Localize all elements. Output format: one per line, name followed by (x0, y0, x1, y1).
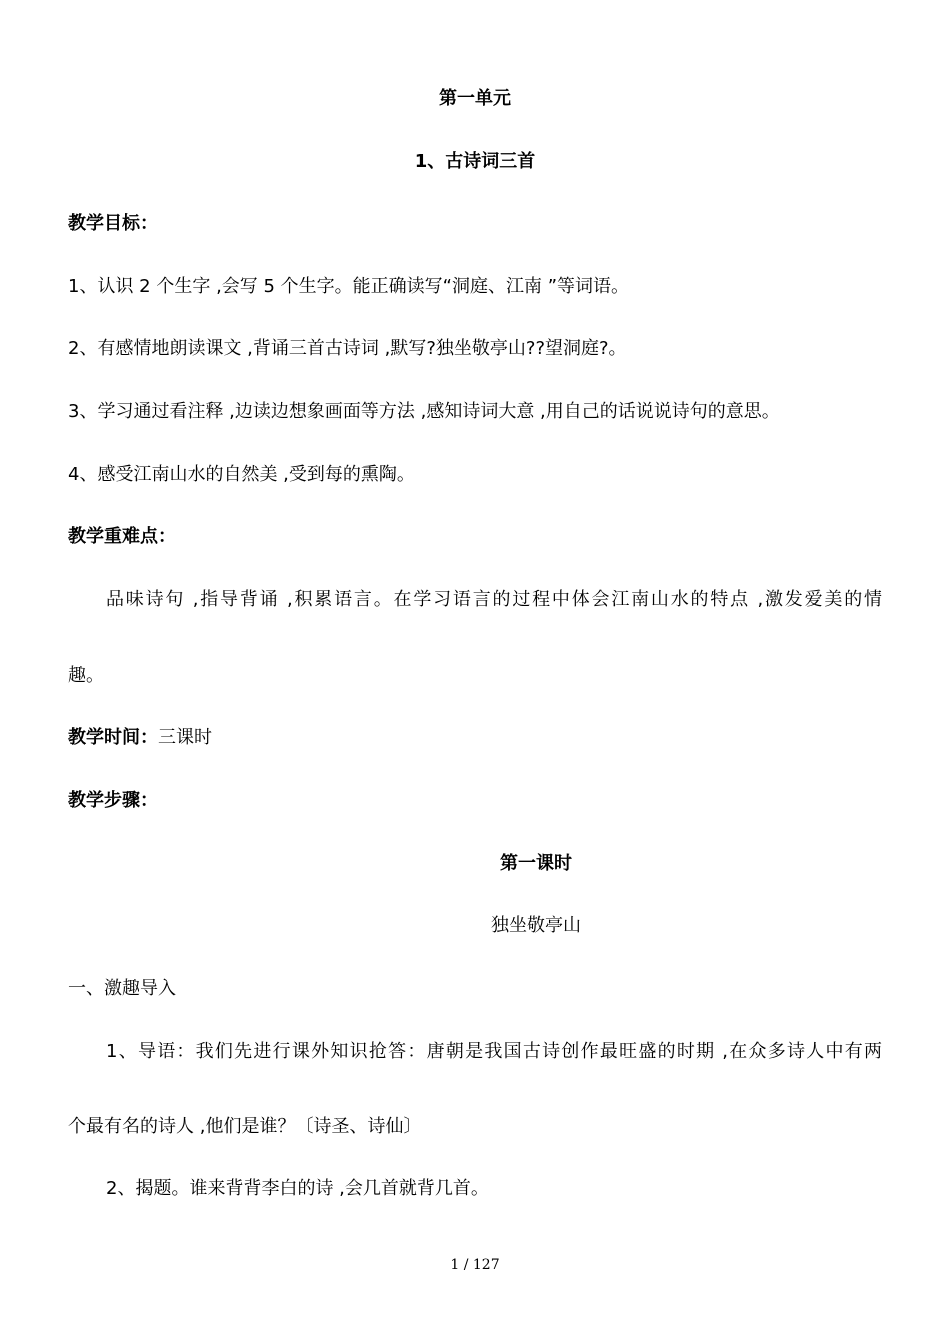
section-1-item-1-line-2: 个最有名的诗人 ,他们是谁？〔诗圣、诗仙〕 (68, 1116, 422, 1137)
key-points-heading: 教学重难点： (68, 526, 176, 547)
steps-heading: 教学步骤： (68, 790, 158, 811)
teaching-time (68, 726, 882, 750)
teaching-time-label: 教学时间： (68, 727, 158, 748)
objective-item-2: 2、有感情地朗读课文 ,背诵三首古诗词 ,默写?独坐敬亭山??望洞庭?。 (68, 338, 627, 359)
period-title: 第一课时 (500, 853, 572, 874)
unit-title: 第一单元 (439, 88, 511, 109)
key-points-line-2: 趣。 (68, 665, 104, 686)
objective-item-1: 1、认识 2 个生字 ,会写 5 个生字。能正确读写“洞庭、江南 ”等词语。 (68, 276, 630, 297)
section-1-heading: 一、激趣导入 (68, 978, 176, 999)
section-1-item-1-line-1: 1、导语：我们先进行课外知识抢答：唐朝是我国古诗创作最旺盛的时期 ,在众多诗人中有两 (106, 1041, 882, 1062)
teaching-time-value: 三课时 (158, 727, 212, 748)
section-1-item-2: 2、揭题。谁来背背李白的诗 ,会几首就背几首。 (106, 1178, 489, 1199)
objectives-heading: 教学目标： (68, 213, 158, 234)
objective-item-4: 4、感受江南山水的自然美 ,受到每的熏陶。 (68, 464, 415, 485)
objective-item-3: 3、学习通过看注释 ,边读边想象画面等方法 ,感知诗词大意 ,用自己的话说说诗句的意思。 (68, 401, 780, 422)
page-number: 1 / 127 (450, 1257, 500, 1273)
key-points-line-1: 品味诗句 ,指导背诵 ,积累语言。在学习语言的过程中体会江南山水的特点 ,激发爱美的情 (106, 589, 882, 610)
poem-title: 独坐敬亭山 (491, 915, 581, 936)
lesson-title: 1、古诗词三首 (414, 151, 536, 172)
